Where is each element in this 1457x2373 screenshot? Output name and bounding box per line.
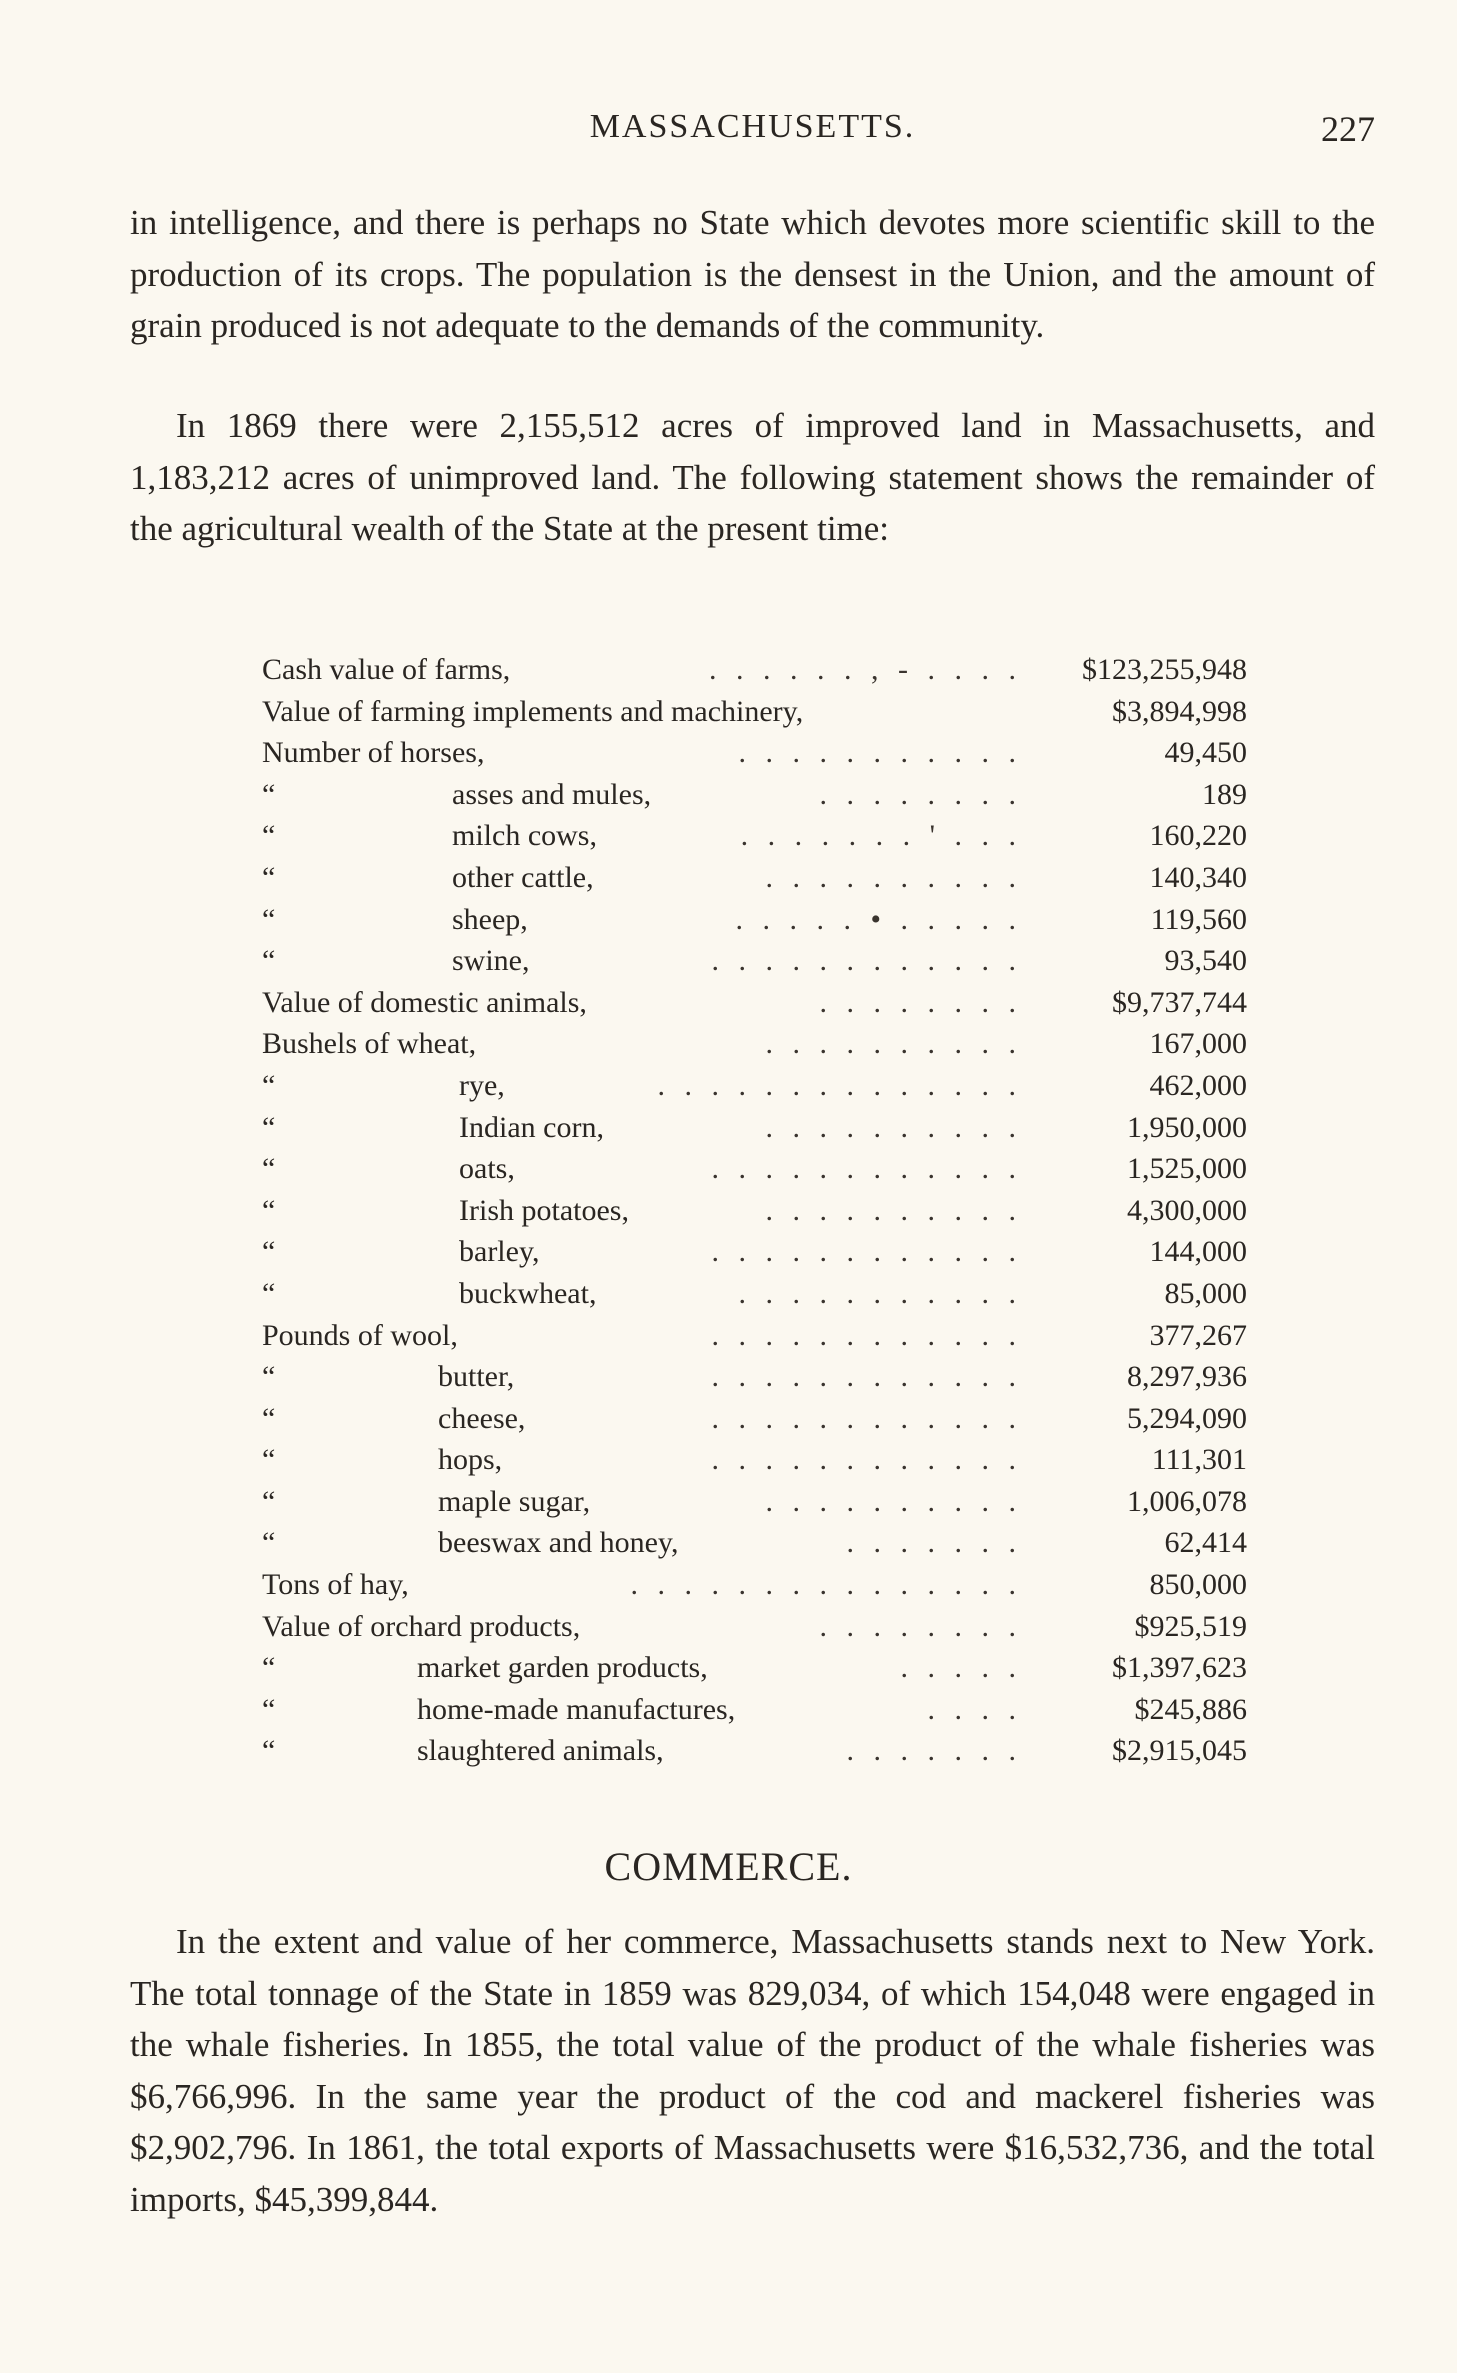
row-label: asses and mules, (452, 777, 652, 811)
row-label: cheese, (438, 1401, 526, 1435)
row-label: Irish potatoes, (459, 1193, 629, 1227)
leader-dots: . . . . . . . . . . . . (711, 1235, 1022, 1269)
row-label: beeswax and honey, (438, 1526, 679, 1560)
section-title-commerce: COMMERCE. (604, 1844, 853, 1889)
ditto-mark: “ (262, 1651, 276, 1685)
leader-dots: . . . . . . . (846, 1734, 1022, 1768)
table-row (262, 1689, 1247, 1731)
row-label: Value of farming implements and machinery, (262, 694, 804, 728)
leader-dots: . . . . . . . . (819, 985, 1022, 1019)
leader-dots: . . . . . . . . . . . (738, 1276, 1022, 1310)
ditto-mark: “ (262, 1193, 276, 1227)
table-row (262, 732, 1247, 774)
leader-dots: . . . . . . . . . . . . . . (657, 1068, 1022, 1102)
row-value: 189 (1202, 777, 1247, 811)
row-value: 5,294,090 (1127, 1401, 1247, 1435)
row-value: 1,525,000 (1127, 1152, 1247, 1186)
ditto-mark: “ (262, 1360, 276, 1394)
table-row (262, 1273, 1247, 1315)
table-row (262, 1606, 1247, 1648)
ditto-mark: “ (262, 1692, 276, 1726)
running-head: MASSACHUSETTS. (589, 108, 916, 145)
row-value: 85,000 (1164, 1276, 1247, 1310)
leader-dots: . . . . . . . . . . . . (711, 1360, 1022, 1394)
leader-dots: . . . . . . . . (819, 777, 1022, 811)
row-label: Value of orchard products, (262, 1609, 581, 1643)
table-row (262, 1481, 1247, 1523)
row-value: $925,519 (1134, 1609, 1247, 1643)
row-value: 49,450 (1164, 736, 1247, 770)
table-row (262, 1439, 1247, 1481)
row-value: 167,000 (1149, 1027, 1247, 1061)
ditto-mark: “ (262, 1110, 276, 1144)
leader-dots: . . . . . . , - . . . . (709, 653, 1022, 686)
row-label: butter, (438, 1360, 515, 1394)
row-value: $9,737,744 (1112, 985, 1247, 1019)
row-label: Cash value of farms, (262, 653, 511, 686)
table-row (262, 1398, 1247, 1440)
row-value: 1,950,000 (1127, 1110, 1247, 1144)
row-value: $123,255,948 (1082, 653, 1247, 686)
table-row (262, 1730, 1247, 1772)
leader-dots: . . . . . (900, 1651, 1022, 1685)
row-value: $2,915,045 (1112, 1734, 1247, 1768)
row-value: 93,540 (1164, 944, 1247, 978)
row-label: barley, (459, 1235, 540, 1269)
paragraph-intro: in intelligence, and there is perhaps no State which devotes more scientific skill to the production of its crops. The population is the densest in the Union, and the amount of grain produced is not adequate to the demands of the community. (130, 203, 1375, 345)
page-number: 227 (1321, 109, 1375, 149)
leader-dots: . . . . (927, 1692, 1022, 1726)
table-row (262, 1647, 1247, 1689)
row-label: sheep, (452, 902, 528, 936)
row-value: 160,220 (1149, 819, 1247, 853)
leader-dots: . . . . . . . . . . . . (711, 1443, 1022, 1477)
row-value: 119,560 (1150, 902, 1247, 936)
row-label: market garden products, (417, 1651, 708, 1685)
table-row (262, 1356, 1247, 1398)
table-row (262, 1065, 1247, 1107)
leader-dots: . . . . . . . . . . . . . . . (630, 1568, 1022, 1602)
row-value: $245,886 (1134, 1692, 1247, 1726)
table-row (262, 774, 1247, 816)
row-value: 62,414 (1164, 1526, 1247, 1560)
row-label: oats, (459, 1152, 515, 1186)
table-row (262, 649, 1247, 691)
ditto-mark: “ (262, 944, 276, 978)
ditto-mark: “ (262, 819, 276, 853)
row-value: 4,300,000 (1127, 1193, 1247, 1227)
ditto-mark: “ (262, 1401, 276, 1435)
table-row (262, 1148, 1247, 1190)
row-label: other cattle, (452, 860, 594, 894)
row-value: 1,006,078 (1127, 1484, 1247, 1518)
table-row (262, 1231, 1247, 1273)
leader-dots: . . . . . • . . . . . (735, 902, 1022, 936)
ditto-mark: “ (262, 1235, 276, 1269)
row-label: maple sugar, (438, 1484, 591, 1518)
leader-dots: . . . . . . . . . . . . (711, 944, 1022, 978)
table-row (262, 899, 1247, 941)
row-label: hops, (438, 1443, 503, 1477)
row-value: 111,301 (1151, 1443, 1247, 1477)
row-value: 140,340 (1149, 860, 1247, 894)
row-label: Number of horses, (262, 736, 485, 770)
table-row (262, 857, 1247, 899)
row-value: $3,894,998 (1112, 694, 1247, 728)
row-label: slaughtered animals, (417, 1734, 664, 1768)
leader-dots: . . . . . . . . . . . . (711, 1152, 1022, 1186)
paragraph-land: In 1869 there were 2,155,512 acres of improved land in Massachusetts, and 1,183,212 acres of unimproved land. The following statement shows the remainder of the agricultural wealth of the State at the present time: (130, 406, 1375, 548)
row-label: swine, (452, 944, 530, 978)
leader-dots: . . . . . . . . . . (765, 1027, 1022, 1061)
table-row (262, 1023, 1247, 1065)
table-row (262, 1190, 1247, 1232)
ditto-mark: “ (262, 777, 276, 811)
row-label: buckwheat, (459, 1276, 597, 1310)
agricultural-statistics-table (262, 649, 1247, 1772)
row-label: Pounds of wool, (262, 1318, 458, 1352)
table-row (262, 815, 1247, 857)
row-label: rye, (459, 1068, 505, 1102)
row-label: Indian corn, (459, 1110, 604, 1144)
table-row (262, 940, 1247, 982)
row-value: 144,000 (1149, 1235, 1247, 1269)
ditto-mark: “ (262, 1734, 276, 1768)
row-value: 850,000 (1149, 1568, 1247, 1602)
leader-dots: . . . . . . . . . . (765, 1484, 1022, 1518)
row-label: milch cows, (452, 819, 597, 853)
leader-dots: . . . . . . . . . . . . (711, 1401, 1022, 1435)
row-value: $1,397,623 (1112, 1651, 1247, 1685)
ditto-mark: “ (262, 1152, 276, 1186)
leader-dots: . . . . . . . . . . . (738, 736, 1022, 770)
row-label: Value of domestic animals, (262, 985, 587, 1019)
row-value: 8,297,936 (1127, 1360, 1247, 1394)
table-row (262, 1522, 1247, 1564)
leader-dots: . . . . . . . (846, 1526, 1022, 1560)
table-row (262, 1107, 1247, 1149)
ditto-mark: “ (262, 1068, 276, 1102)
table-row (262, 1564, 1247, 1606)
row-label: Tons of hay, (262, 1568, 409, 1602)
ditto-mark: “ (262, 1526, 276, 1560)
ditto-mark: “ (262, 902, 276, 936)
ditto-mark: “ (262, 1484, 276, 1518)
row-label: Bushels of wheat, (262, 1027, 477, 1061)
leader-dots: . . . . . . . . . . (765, 860, 1022, 894)
leader-dots: . . . . . . . . (819, 1609, 1022, 1643)
ditto-mark: “ (262, 1443, 276, 1477)
leader-dots: . . . . . . . . . . . . (711, 1318, 1022, 1352)
row-label: home-made manufactures, (417, 1692, 736, 1726)
leader-dots: . . . . . . . . . . (765, 1193, 1022, 1227)
paragraph-commerce: In the extent and value of her commerce, Massachusetts stands next to New York. The total tonnage of the State in 1859 was 829,034, of which 154,048 were engaged in the whale fisheries. In 1855, the total value of the product of the whale fisheries was $6,766,996. In the same year the product of the cod and mackerel fisheries was $2,902,796. In 1861, the total exports of Massachusetts were $16,532,736, and the total imports, $45,399,844. (130, 1922, 1375, 2219)
row-value: 377,267 (1149, 1318, 1247, 1352)
leader-dots: . . . . . . . ' . . . (740, 819, 1022, 853)
leader-dots: . . . . . . . . . . (765, 1110, 1022, 1144)
table-row (262, 1315, 1247, 1357)
page-header (130, 108, 1375, 158)
ditto-mark: “ (262, 860, 276, 894)
table-row (262, 982, 1247, 1024)
ditto-mark: “ (262, 1276, 276, 1310)
row-value: 462,000 (1149, 1068, 1247, 1102)
table-row (262, 691, 1247, 733)
